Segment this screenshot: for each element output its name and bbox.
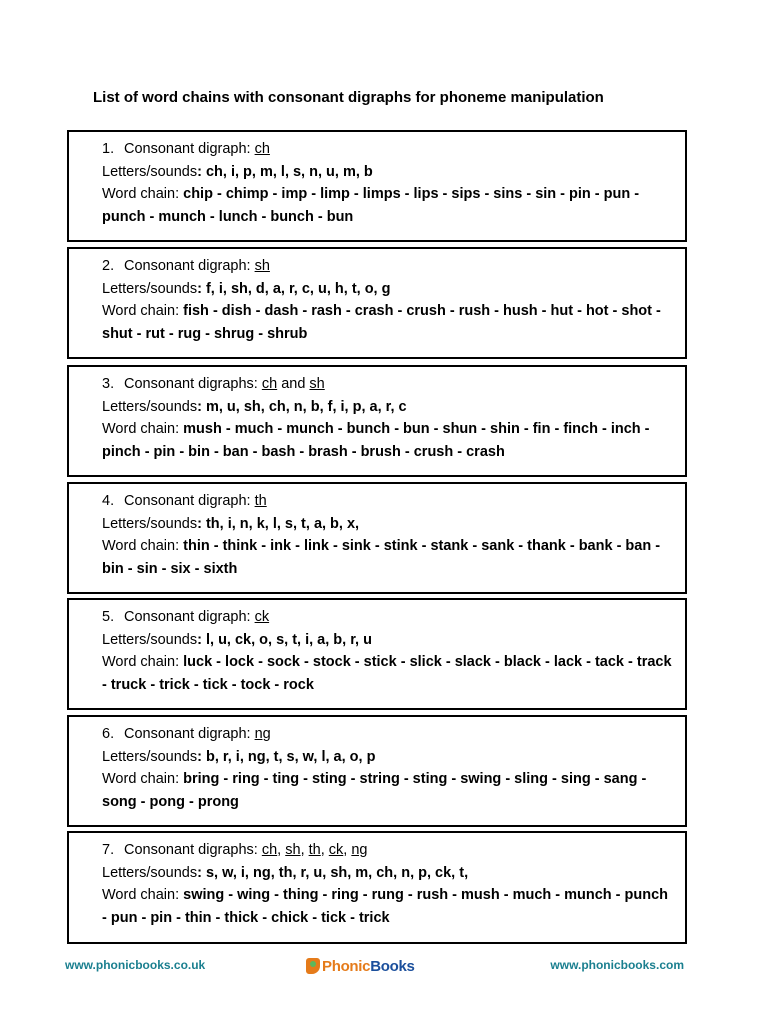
digraph: ch <box>261 376 278 392</box>
digraph-joiner: , <box>277 842 286 858</box>
word-chain <box>102 300 675 345</box>
letters-label: Letters/sounds <box>102 163 198 180</box>
digraph-joiner: , <box>343 842 352 858</box>
digraph: ch <box>254 141 270 157</box>
page-title: List of word chains with consonant digraphs for phoneme manipulation <box>93 89 604 106</box>
word-chain <box>102 183 675 228</box>
chain-value: bring - ring - ting - sting - string - sting - swing - sling - sing - sang - song - pong - prong <box>102 771 647 810</box>
digraph: sh <box>285 842 301 858</box>
chain-label: Word chain: <box>102 538 184 554</box>
chain-label: Word chain: <box>102 421 184 437</box>
digraph: th <box>308 842 321 858</box>
letters-sounds <box>102 513 675 536</box>
section-number: 1. <box>102 141 115 157</box>
word-chain-box <box>67 130 687 242</box>
digraph: th <box>254 493 267 509</box>
chain-label: Word chain: <box>102 186 184 202</box>
letters-value: : m, u, sh, ch, n, b, f, i, p, a, r, c <box>197 398 407 415</box>
digraph: sh <box>254 258 270 274</box>
chain-label: Word chain: <box>102 303 184 319</box>
chain-value: chip - chimp - imp - limp - limps - lips - sips - sins - sin - pin - pun - punch - munch - lunch - bunch - bun <box>102 186 640 225</box>
logo-text-a: Phonic <box>322 957 371 975</box>
chain-value: swing - wing - thing - ring - rung - rush - mush - much - munch - punch - pun - pin - thin - thick - chick - tick - trick <box>102 887 669 926</box>
digraph-heading <box>102 255 675 278</box>
word-chain-box <box>67 715 687 827</box>
digraph-heading <box>102 138 675 161</box>
logo-text-b: Books <box>370 957 415 975</box>
word-chain <box>102 418 675 463</box>
chain-label: Word chain: <box>102 771 184 787</box>
digraph: ck <box>328 842 344 858</box>
heading-prefix: Consonant digraph: <box>124 493 255 509</box>
letters-value: : b, r, i, ng, t, s, w, l, a, o, p <box>197 748 376 765</box>
section-number: 3. <box>102 376 115 392</box>
footer-url-left[interactable]: www.phonicbooks.co.uk <box>65 958 206 972</box>
word-chain <box>102 651 675 696</box>
section-number: 4. <box>102 493 115 509</box>
digraph: ch <box>261 842 278 858</box>
letters-label: Letters/sounds <box>102 748 198 765</box>
heading-prefix: Consonant digraph: <box>124 141 255 157</box>
letters-sounds <box>102 161 675 184</box>
section-number: 5. <box>102 609 115 625</box>
digraph-heading <box>102 723 675 746</box>
digraph: sh <box>309 376 325 392</box>
word-chain <box>102 768 675 813</box>
digraph-joiner: and <box>277 376 310 392</box>
letters-label: Letters/sounds <box>102 864 198 881</box>
digraph-heading <box>102 373 675 396</box>
letters-value: : f, i, sh, d, a, r, c, u, h, t, o, g <box>197 280 391 297</box>
word-chain-box <box>67 482 687 594</box>
word-chain-box <box>67 365 687 477</box>
chain-value: mush - much - munch - bunch - bun - shun - shin - fin - finch - inch - pinch - pin - bin - ban - bash - brash - brush - crush - crash <box>102 421 650 460</box>
phonicbooks-logo-icon <box>306 958 320 974</box>
heading-prefix: Consonant digraph: <box>124 258 255 274</box>
letters-value: : th, i, n, k, l, s, t, a, b, x, <box>197 515 360 532</box>
chain-value: thin - think - ink - link - sink - stink - stank - sank - thank - bank - ban - bin - sin - six - sixth <box>102 538 661 577</box>
letters-value: : ch, i, p, m, l, s, n, u, m, b <box>197 163 373 180</box>
digraph: ng <box>254 726 271 742</box>
letters-sounds <box>102 746 675 769</box>
heading-prefix: Consonant digraph: <box>124 726 255 742</box>
letters-sounds <box>102 629 675 652</box>
digraph: ck <box>254 609 270 625</box>
word-chain-box <box>67 831 687 944</box>
chain-value: luck - lock - sock - stock - stick - slick - slack - black - lack - tack - track - truck - trick - tick - tock - rock <box>102 654 672 693</box>
letters-value: : l, u, ck, o, s, t, i, a, b, r, u <box>197 631 372 648</box>
chain-label: Word chain: <box>102 654 184 670</box>
word-chain-box <box>67 247 687 359</box>
word-chain <box>102 884 675 929</box>
footer-url-right[interactable]: www.phonicbooks.com <box>550 958 684 972</box>
letters-label: Letters/sounds <box>102 631 198 648</box>
digraph-joiner: , <box>320 842 329 858</box>
letters-label: Letters/sounds <box>102 515 198 532</box>
logo-wordmark <box>322 958 415 975</box>
phonicbooks-logo <box>306 955 415 977</box>
digraph-joiner: , <box>300 842 309 858</box>
letters-value: : s, w, i, ng, th, r, u, sh, m, ch, n, p, ck, t, <box>197 864 469 881</box>
letters-sounds <box>102 278 675 301</box>
digraph-heading <box>102 490 675 513</box>
chain-value: fish - dish - dash - rash - crash - crush - rush - hush - hut - hot - shot - shut - rut - rug - shrug - shrub <box>102 303 661 342</box>
letters-sounds <box>102 862 675 885</box>
letters-label: Letters/sounds <box>102 398 198 415</box>
digraph-heading <box>102 839 675 862</box>
heading-prefix: Consonant digraphs: <box>124 376 262 392</box>
chain-label: Word chain: <box>102 887 184 903</box>
section-number: 2. <box>102 258 115 274</box>
heading-prefix: Consonant digraphs: <box>124 842 262 858</box>
section-number: 7. <box>102 842 115 858</box>
heading-prefix: Consonant digraph: <box>124 609 255 625</box>
section-number: 6. <box>102 726 115 742</box>
digraph-heading <box>102 606 675 629</box>
digraph: ng <box>351 842 368 858</box>
letters-sounds <box>102 396 675 419</box>
letters-label: Letters/sounds <box>102 280 198 297</box>
word-chain <box>102 535 675 580</box>
word-chain-box <box>67 598 687 710</box>
